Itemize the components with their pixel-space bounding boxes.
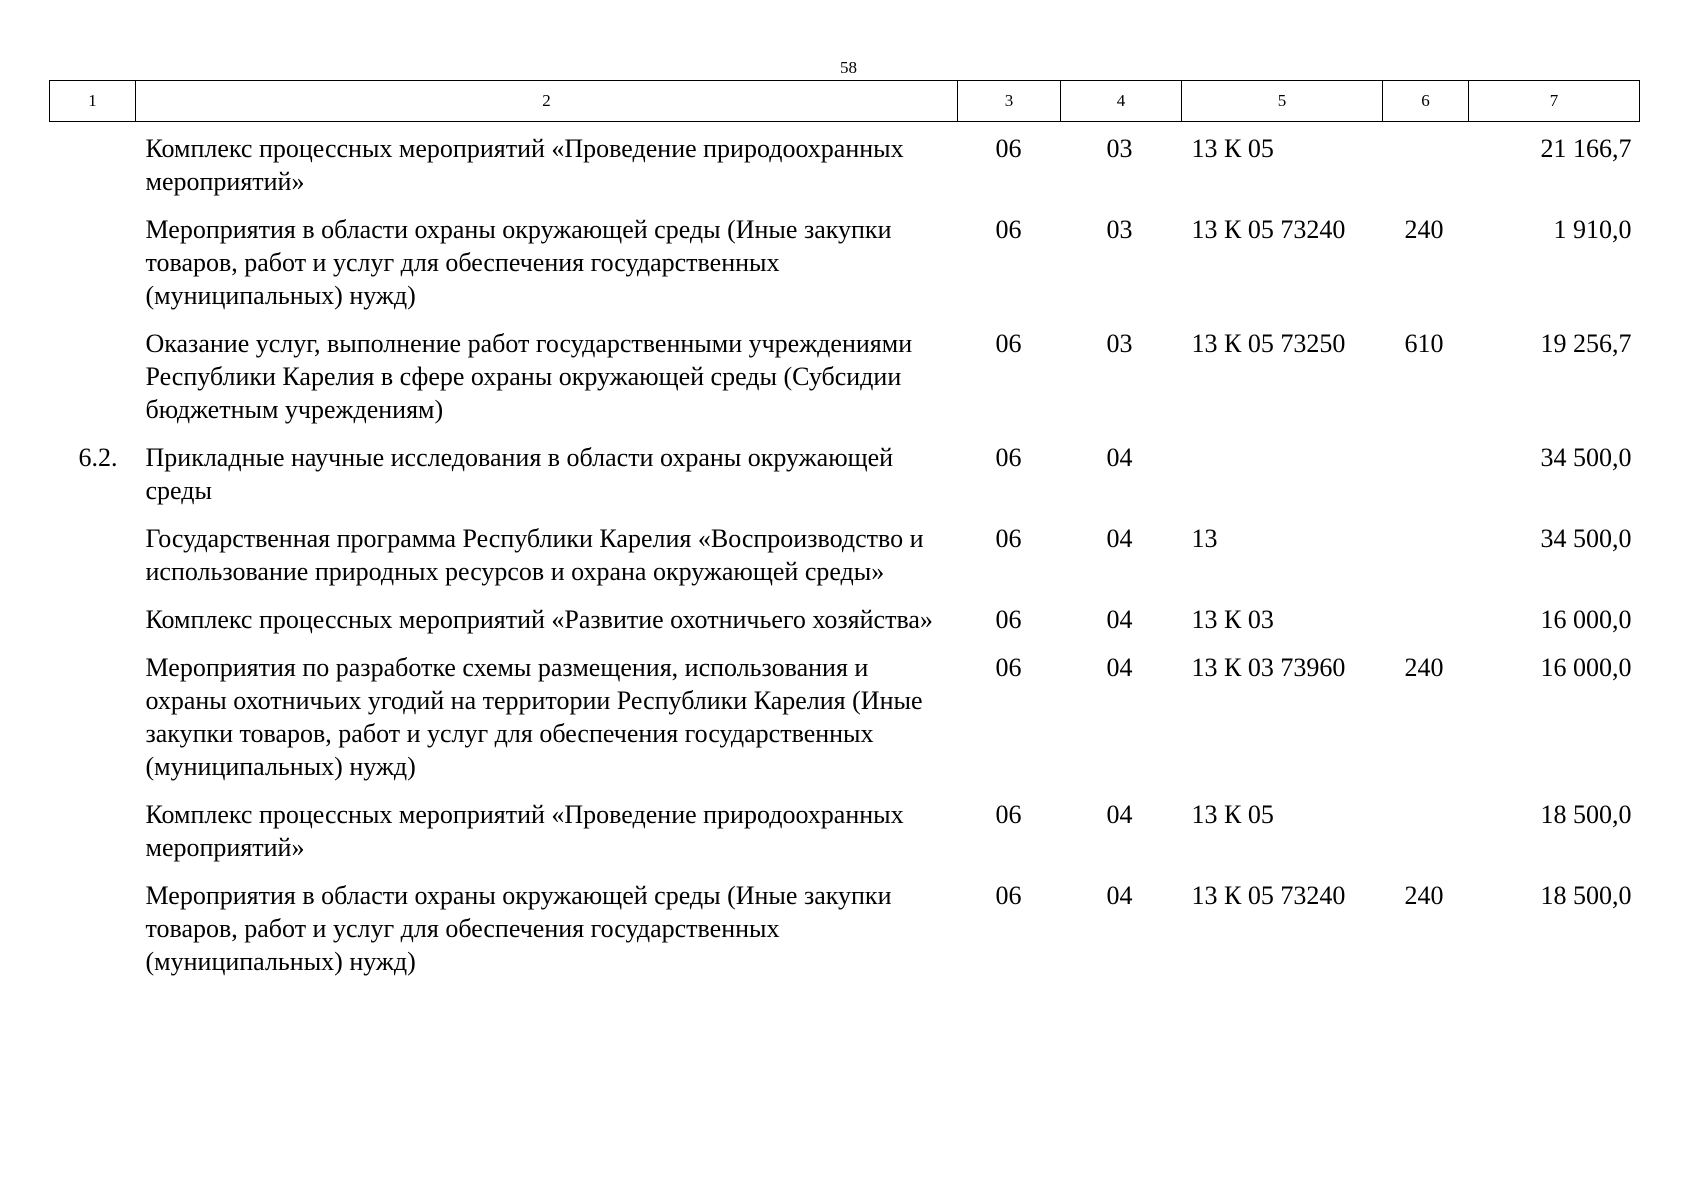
row-expense-type: 610: [1404, 329, 1444, 358]
row-expense-type: 240: [1404, 215, 1444, 244]
row-number: [50, 798, 136, 879]
row-expense-type: [1383, 603, 1469, 651]
row-name: Мероприятия в области охраны окружающей среды (Иные закупки товаров, работ и услуг для обеспечения государственных (муниципальных) нужд): [145, 215, 892, 310]
row-target-article: 13 К 05: [1191, 134, 1274, 163]
row-number: [50, 213, 136, 327]
row-section: 06: [995, 329, 1022, 358]
row-amount: 16 000,0: [1540, 605, 1632, 634]
row-amount: 19 256,7: [1540, 329, 1632, 358]
row-target-article: 13 К 03 73960: [1191, 653, 1346, 682]
row-amount: 18 500,0: [1540, 881, 1632, 910]
row-name: Оказание услуг, выполнение работ государственными учреждениями Республики Карелия в сфере охраны окружающей среды (Субсидии бюджетным учреждениям): [145, 329, 913, 424]
row-subsection: 03: [1106, 134, 1133, 163]
row-subsection: 03: [1106, 329, 1133, 358]
row-number: [50, 651, 136, 798]
row-name: Прикладные научные исследования в области охраны окружающей среды: [145, 443, 894, 505]
row-number: [50, 879, 136, 993]
row-number: [50, 327, 136, 441]
row-target-article: [1182, 441, 1383, 522]
row-number: 6.2.: [78, 443, 118, 472]
row-name: Государственная программа Республики Карелия «Воспроизводство и использование природных ресурсов и охрана окружающей среды»: [145, 524, 924, 586]
row-section: 06: [995, 215, 1022, 244]
row-expense-type: 240: [1404, 653, 1444, 682]
row-expense-type: [1383, 122, 1469, 214]
row-name: Комплекс процессных мероприятий «Проведение природоохранных мероприятий»: [145, 134, 904, 196]
row-expense-type: [1383, 441, 1469, 522]
header-col-4: 4: [1061, 81, 1182, 122]
row-section: 06: [995, 653, 1022, 682]
row-target-article: 13 К 03: [1191, 605, 1274, 634]
row-number: [50, 603, 136, 651]
row-subsection: 04: [1106, 881, 1133, 910]
row-section: 06: [995, 443, 1022, 472]
table-row: [50, 522, 1640, 603]
table-row: [50, 327, 1640, 441]
table-header: [50, 81, 1640, 122]
row-section: 06: [995, 605, 1022, 634]
row-amount: 16 000,0: [1540, 653, 1632, 682]
header-row: [50, 81, 1640, 122]
row-section: 06: [995, 134, 1022, 163]
row-section: 06: [995, 800, 1022, 829]
row-target-article: 13 К 05 73240: [1191, 215, 1346, 244]
row-amount: 18 500,0: [1540, 800, 1632, 829]
row-section: 06: [995, 881, 1022, 910]
table-body: [50, 122, 1640, 994]
page-number: 58: [840, 58, 857, 77]
table-row: [50, 122, 1640, 214]
row-number: [50, 522, 136, 603]
row-expense-type: [1383, 798, 1469, 879]
row-section: 06: [995, 524, 1022, 553]
header-col-7: 7: [1469, 81, 1640, 122]
row-subsection: 04: [1106, 800, 1133, 829]
row-name: Мероприятия по разработке схемы размещения, использования и охраны охотничьих угодий на территории Республики Карелия (Иные закупки товаров, работ и услуг для обеспечения государственных (муниципальных) нужд): [145, 653, 923, 781]
table-row: [50, 441, 1640, 522]
row-subsection: 04: [1106, 653, 1133, 682]
table-row: [50, 603, 1640, 651]
row-amount: 1 910,0: [1553, 215, 1632, 244]
row-amount: 21 166,7: [1540, 134, 1632, 163]
row-subsection: 04: [1106, 524, 1133, 553]
table-row: [50, 798, 1640, 879]
budget-table: [49, 80, 1640, 993]
table-row: [50, 213, 1640, 327]
row-subsection: 03: [1106, 215, 1133, 244]
row-target-article: 13 К 05: [1191, 800, 1274, 829]
row-expense-type: 240: [1404, 881, 1444, 910]
row-name: Мероприятия в области охраны окружающей среды (Иные закупки товаров, работ и услуг для обеспечения государственных (муниципальных) нужд): [145, 881, 892, 976]
row-subsection: 04: [1106, 605, 1133, 634]
row-amount: 34 500,0: [1540, 524, 1632, 553]
header-col-1: 1: [50, 81, 136, 122]
header-col-5: 5: [1182, 81, 1383, 122]
table-row: [50, 651, 1640, 798]
row-target-article: 13 К 05 73240: [1191, 881, 1346, 910]
row-number: [50, 122, 136, 214]
table-row: [50, 879, 1640, 993]
header-col-2: 2: [136, 81, 958, 122]
row-target-article: 13: [1191, 524, 1218, 553]
row-target-article: 13 К 05 73250: [1191, 329, 1346, 358]
row-name: Комплекс процессных мероприятий «Проведение природоохранных мероприятий»: [145, 800, 904, 862]
header-col-3: 3: [958, 81, 1061, 122]
header-col-6: 6: [1383, 81, 1469, 122]
row-expense-type: [1383, 522, 1469, 603]
row-amount: 34 500,0: [1540, 443, 1632, 472]
row-name: Комплекс процессных мероприятий «Развитие охотничьего хозяйства»: [145, 605, 933, 634]
row-subsection: 04: [1106, 443, 1133, 472]
